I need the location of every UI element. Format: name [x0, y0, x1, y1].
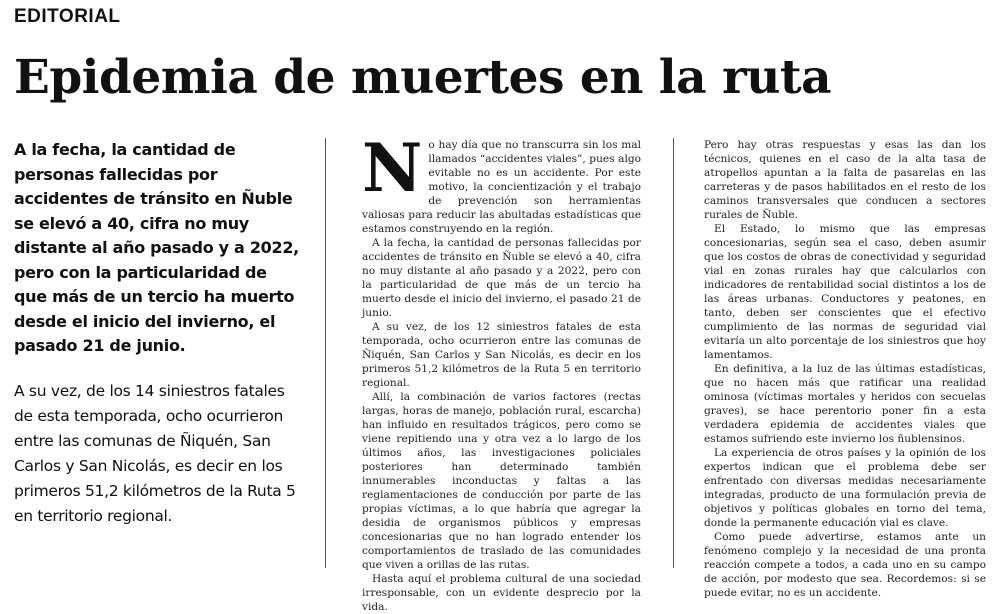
body-column-2	[704, 138, 986, 600]
lead-bold-paragraph: A la fecha, la cantidad de personas fallecidas por accidentes de tránsito en Ñuble se elevó a 40, cifra no muy distante al año pasado y a 2022, pero con la particularidad de que más de un tercio ha muerto desde el inicio del invierno, el pasado 21 de junio.	[14, 140, 299, 355]
body-paragraph: o hay día que no transcurra sin los mal llamados “accidentes viales”, pues algo evitable no es un accidente. Por este motivo, la concientización y el trabajo de prevención son herramientas valiosas para reducir las abultadas estadísticas que estamos construyendo en la región.	[362, 139, 641, 235]
body-paragraph: La experiencia de otros países y la opinión de los expertos indican que el problema debe ser enfrentado con diversas medidas necesariamente integradas, producto de una formulación previa de objetivos y políticas globales en torno del tema, donde la permanente educación vial es clave.	[704, 447, 986, 529]
body-paragraph: El Estado, lo mismo que las empresas concesionarias, según sea el caso, deben asumir que los costos de obras de conectividad y seguridad vial en zonas rurales hay que calcularlos con indicadores de rentabilidad social distintos a los de las áreas urbanas. Conductores y peatones, en tanto, deben ser conscientes que el efectivo cumplimiento de las normas de seguridad vial evitaría un alto porcentaje de los siniestros que hoy lamentamos.	[704, 223, 986, 361]
section-label: EDITORIAL	[14, 6, 121, 27]
column-divider	[325, 138, 326, 568]
body-paragraph: A la fecha, la cantidad de personas fallecidas por accidentes de tránsito en Ñuble se elevó a 40, cifra no muy distante al año pasado y a 2022, pero con la particularidad de que más de un tercio ha muerto desde el inicio del invierno, el pasado 21 de junio.	[362, 237, 641, 319]
body-paragraph: Hasta aquí el problema cultural de una sociedad irresponsable, con un evidente desprecio por la vida.	[362, 573, 641, 613]
lead-regular-paragraph: A su vez, de los 14 siniestros fatales de esta temporada, ocho ocurrieron entre las comunas de Ñiquén, San Carlos y San Nicolás, es decir en los primeros 51,2 kilómetros de la Ruta 5 en territorio regional.	[14, 381, 296, 525]
column-divider	[673, 138, 674, 568]
body-paragraph: Pero hay otras respuestas y esas las dan los técnicos, quienes en el caso de la alta tasa de atropellos apuntan a la falta de pasarelas en las carreteras y de pasos habilitados en el resto de los caminos transversales que conducen a sectores rurales de Ñuble.	[704, 139, 986, 221]
body-paragraph: A su vez, de los 12 siniestros fatales de esta temporada, ocho ocurrieron entre las comunas de Ñiquén, San Carlos y San Nicolás, es decir en los primeros 51,2 kilómetros de la Ruta 5 en territorio regional.	[362, 321, 641, 389]
drop-cap: N	[362, 129, 423, 207]
lead-column	[14, 138, 304, 529]
body-paragraph: Allí, la combinación de varios factores (rectas largas, horas de manejo, población rural, escarcha) han influido en resultados trágicos, pero como se viene repitiendo una y otra vez a lo largo de los últimos años, las investigaciones policiales posteriores han determinado también innumerables inconductas y faltas a las reglamentaciones de conducción por parte de las propias víctimas, a lo que habría que agregar la desidia de organismos públicos y empresas concesionarias que no han logrado entender los comportamientos de traslado de las comunidades que viven a orillas de las rutas.	[362, 391, 641, 571]
body-paragraph: En definitiva, a la luz de las últimas estadísticas, que no hacen más que ratificar una realidad ominosa (víctimas mortales y heridos con secuelas graves), se hace perentorio poner fin a esta verdadera epidemia de accidentes viales que estamos sufriendo este invierno los ñublensinos.	[704, 363, 986, 445]
body-column-1	[362, 129, 641, 614]
headline: Epidemia de muertes en la ruta	[14, 50, 832, 105]
body-paragraph: Como puede advertirse, estamos ante un fenómeno complejo y la necesidad de una pronta reacción compete a todos, a cada uno en su campo de acción, por modesto que sea. Recordemos: si se puede evitar, no es un accidente.	[704, 531, 986, 599]
